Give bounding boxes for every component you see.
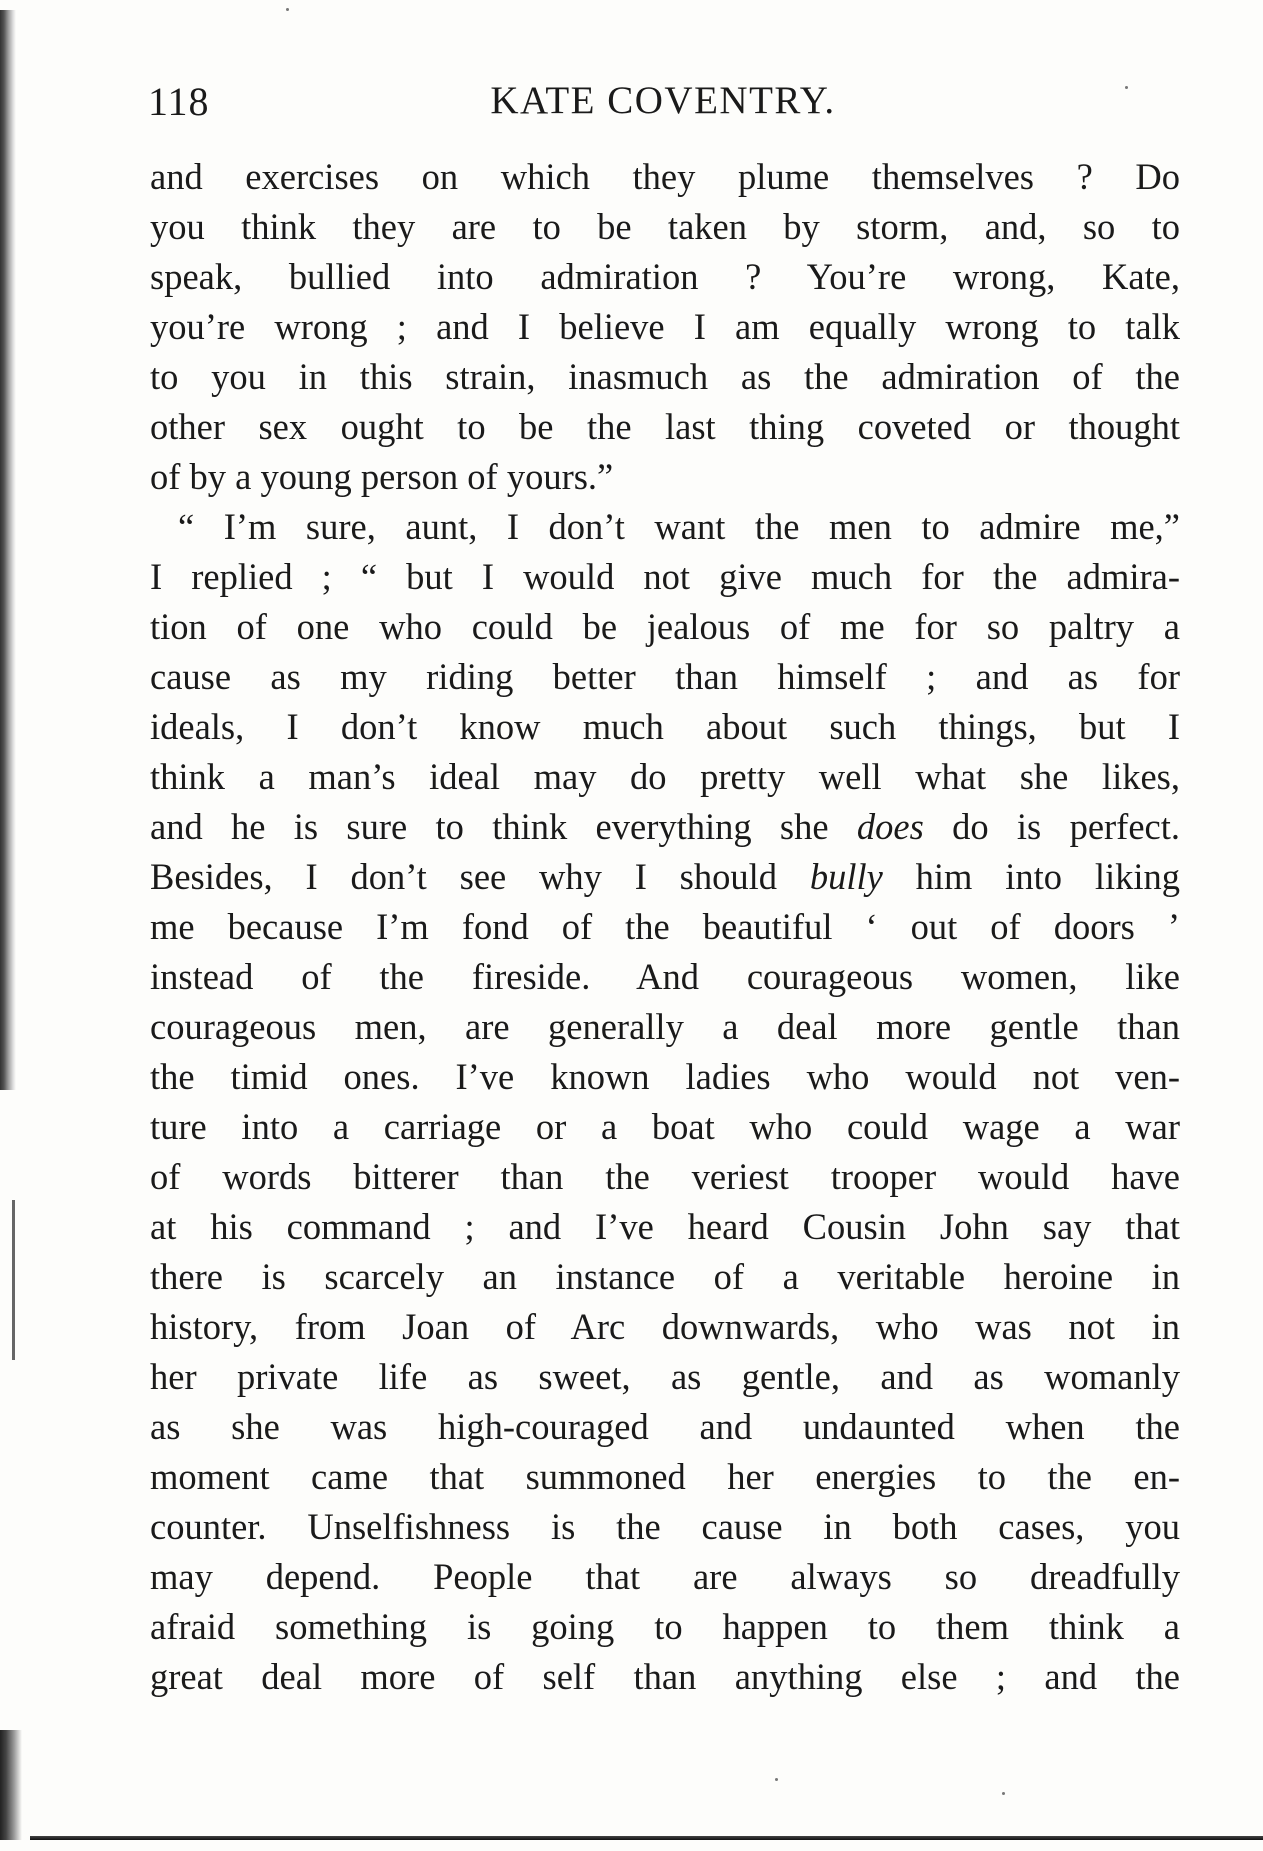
text-segment: of by a young person of yours.” [150,456,614,497]
text-line [150,1652,1180,1702]
text-line [150,1002,1180,1052]
text-segment: tion of one who could be jealous of me for so paltry a [150,606,1180,647]
italic-text: bully [809,856,883,897]
text-segment: do is perfect. [923,806,1180,847]
text-segment: there is scarcely an instance of a veritable heroine in [150,1256,1180,1297]
binding-shadow-bottom [0,1730,22,1840]
text-segment: of words bitterer than the veriest trooper would have [150,1156,1180,1197]
text-line [150,252,1180,302]
page-bottom-edge [30,1836,1263,1840]
text-segment: and he is sure to think everything she [150,806,857,847]
page-number: 118 [148,79,210,124]
text-line [150,1052,1180,1102]
body-text [150,152,1180,1702]
text-line [150,402,1180,452]
text-segment: may depend. People that are always so dreadfully [150,1556,1180,1597]
text-line [150,1352,1180,1402]
text-line [150,652,1180,702]
text-line [150,752,1180,802]
text-line [150,202,1180,252]
text-segment: as she was high-couraged and undaunted when the [150,1406,1180,1447]
text-segment: you’re wrong ; and I believe I am equally wrong to talk [150,306,1180,347]
text-segment: “ I’m sure, aunt, I don’t want the men to admire me,” [178,506,1180,547]
text-segment: afraid something is going to happen to them think a [150,1606,1180,1647]
paper-speck [1002,1792,1005,1795]
text-segment: him into liking [882,856,1180,897]
text-segment: think a man’s ideal may do pretty well what she likes, [150,756,1180,797]
text-segment: moment came that summoned her energies to the en- [150,1456,1180,1497]
paper-speck [286,8,289,11]
italic-text: does [856,806,924,847]
text-segment: her private life as sweet, as gentle, and as womanly [150,1356,1180,1397]
text-line [150,902,1180,952]
binding-shadow [0,10,16,1090]
text-line [150,1252,1180,1302]
binding-shadow-lower [12,1200,15,1360]
paper-speck [775,1778,778,1781]
text-line [150,802,1180,852]
text-line [150,1502,1180,1552]
text-segment: to you in this strain, inasmuch as the admiration of the [150,356,1180,397]
page-header [148,78,1178,128]
text-segment: and exercises on which they plume themselves ? Do [150,156,1180,197]
text-segment: courageous men, are generally a deal more gentle than [150,1006,1180,1047]
text-line [150,302,1180,352]
text-line [150,1302,1180,1352]
text-line [150,1152,1180,1202]
text-line [150,1552,1180,1602]
text-segment: other sex ought to be the last thing coveted or thought [150,406,1180,447]
text-segment: me because I’m fond of the beautiful ‘ out of doors ’ [150,906,1180,947]
text-line [150,452,1180,502]
text-line [150,1402,1180,1452]
text-line [150,1452,1180,1502]
text-line [150,1102,1180,1152]
text-segment: instead of the fireside. And courageous women, like [150,956,1180,997]
text-segment: Besides, I don’t see why I should [150,856,810,897]
text-line [150,1602,1180,1652]
text-line [150,952,1180,1002]
text-segment: at his command ; and I’ve heard Cousin John say that [150,1206,1180,1247]
text-line [150,352,1180,402]
text-segment: counter. Unselfishness is the cause in both cases, you [150,1506,1180,1547]
text-segment: history, from Joan of Arc downwards, who was not in [150,1306,1180,1347]
text-line [150,502,1180,552]
text-line [150,702,1180,752]
text-segment: the timid ones. I’ve known ladies who would not ven- [150,1056,1180,1097]
text-segment: speak, bullied into admiration ? You’re wrong, Kate, [150,256,1180,297]
text-line [150,552,1180,602]
text-line [150,602,1180,652]
text-segment: great deal more of self than anything else ; and the [150,1656,1180,1697]
text-line [150,152,1180,202]
text-segment: I replied ; “ but I would not give much for the admira- [150,556,1180,597]
text-line [150,852,1180,902]
text-segment: ture into a carriage or a boat who could wage a war [150,1106,1180,1147]
text-line [150,1202,1180,1252]
text-segment: you think they are to be taken by storm, and, so to [150,206,1180,247]
text-segment: cause as my riding better than himself ; and as for [150,656,1180,697]
text-segment: ideals, I don’t know much about such things, but I [150,706,1180,747]
running-head: KATE COVENTRY. [490,79,836,122]
